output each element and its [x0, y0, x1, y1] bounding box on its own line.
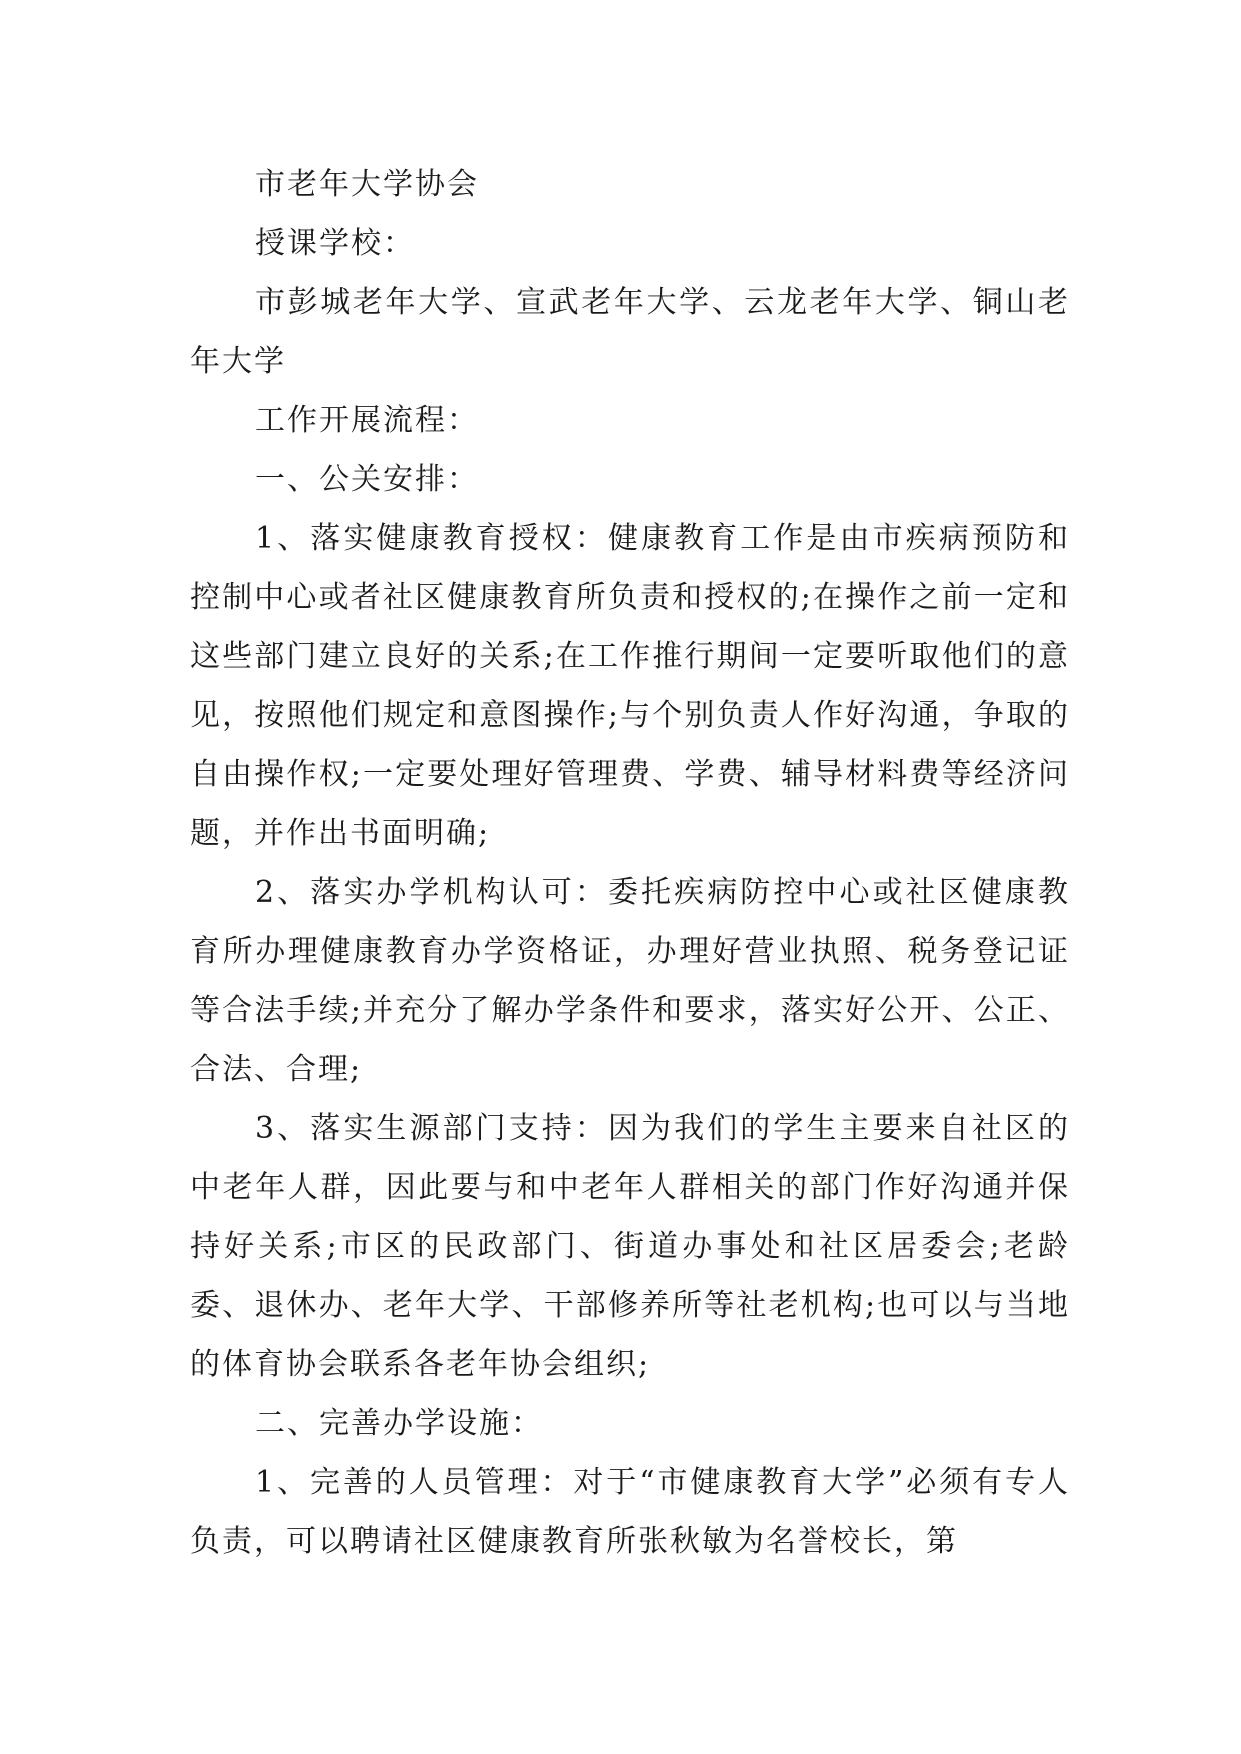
document-body: [190, 155, 1070, 1571]
paragraph-item-1-2: 2、落实办学机构认可：委托疾病防控中心或社区健康教育所办理健康教育办学资格证，办理好营业执照、税务登记证等合法手续;并充分了解办学条件和要求，落实好公开、公正、合法、合理;: [190, 875, 1070, 1087]
paragraph-workflow-heading: 工作开展流程：: [255, 403, 479, 438]
paragraph-schools-heading: 授课学校：: [255, 226, 415, 261]
paragraph-section-one-heading: 一、公关安排：: [255, 462, 479, 497]
paragraph-item-1-1: 1、落实健康教育授权：健康教育工作是由市疾病预防和控制中心或者社区健康教育所负责和授权的;在操作之前一定和这些部门建立良好的关系;在工作推行期间一定要听取他们的意见，按照他们规定和意图操作;与个别负责人作好沟通，争取的自由操作权;一定要处理好管理费、学费、辅导材料费等经济问题，并作出书面明确;: [190, 521, 1070, 851]
paragraph-item-2-1: 1、完善的人员管理：对于“市健康教育大学”必须有专人负责，可以聘请社区健康教育所张秋敏为名誉校长，第: [190, 1465, 1070, 1559]
paragraph-section-two-heading: 二、完善办学设施：: [255, 1406, 543, 1441]
paragraph-item-1-3: 3、落实生源部门支持：因为我们的学生主要来自社区的中老年人群，因此要与和中老年人群相关的部门作好沟通并保持好关系;市区的民政部门、街道办事处和社区居委会;老龄委、退休办、老年大学、干部修养所等社老机构;也可以与当地的体育协会联系各老年协会组织;: [190, 1111, 1070, 1382]
paragraph-schools-list: 市彭城老年大学、宣武老年大学、云龙老年大学、铜山老年大学: [190, 285, 1070, 379]
paragraph-association: 市老年大学协会: [255, 167, 479, 202]
